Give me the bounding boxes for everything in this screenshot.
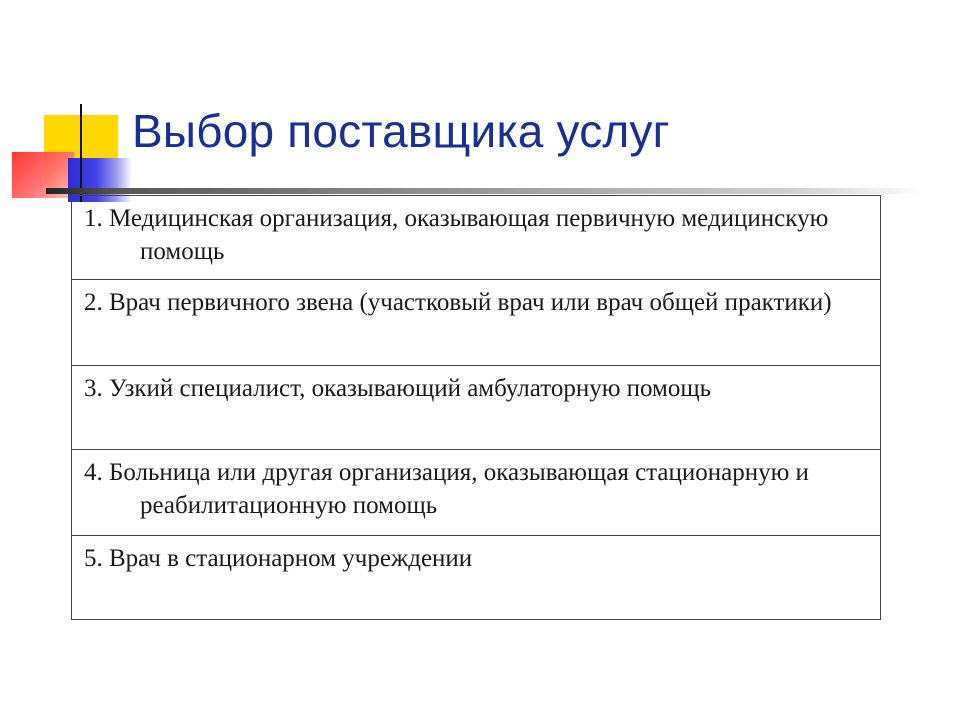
table-row xyxy=(72,196,880,280)
table-row xyxy=(72,280,880,366)
row-text: 3. Узкий специалист, оказывающий амбулаторную помощь xyxy=(84,375,712,402)
provider-table xyxy=(71,195,881,620)
row-text: 2. Врач первичного звена (участковый врач или врач общей практики) xyxy=(84,289,832,316)
table-row xyxy=(72,450,880,536)
horizontal-rule-decoration xyxy=(46,188,926,194)
row-text: 1. Медицинская организация, оказывающая первичную медицинскую помощь xyxy=(84,205,829,265)
row-text: 4. Больница или другая организация, оказывающая стационарную и реабилитационную помощь xyxy=(84,459,809,519)
table-row xyxy=(72,366,880,450)
row-text: 5. Врач в стационарном учреждении xyxy=(84,545,473,572)
slide-title: Выбор поставщика услуг xyxy=(132,105,670,157)
table-row xyxy=(72,536,880,619)
